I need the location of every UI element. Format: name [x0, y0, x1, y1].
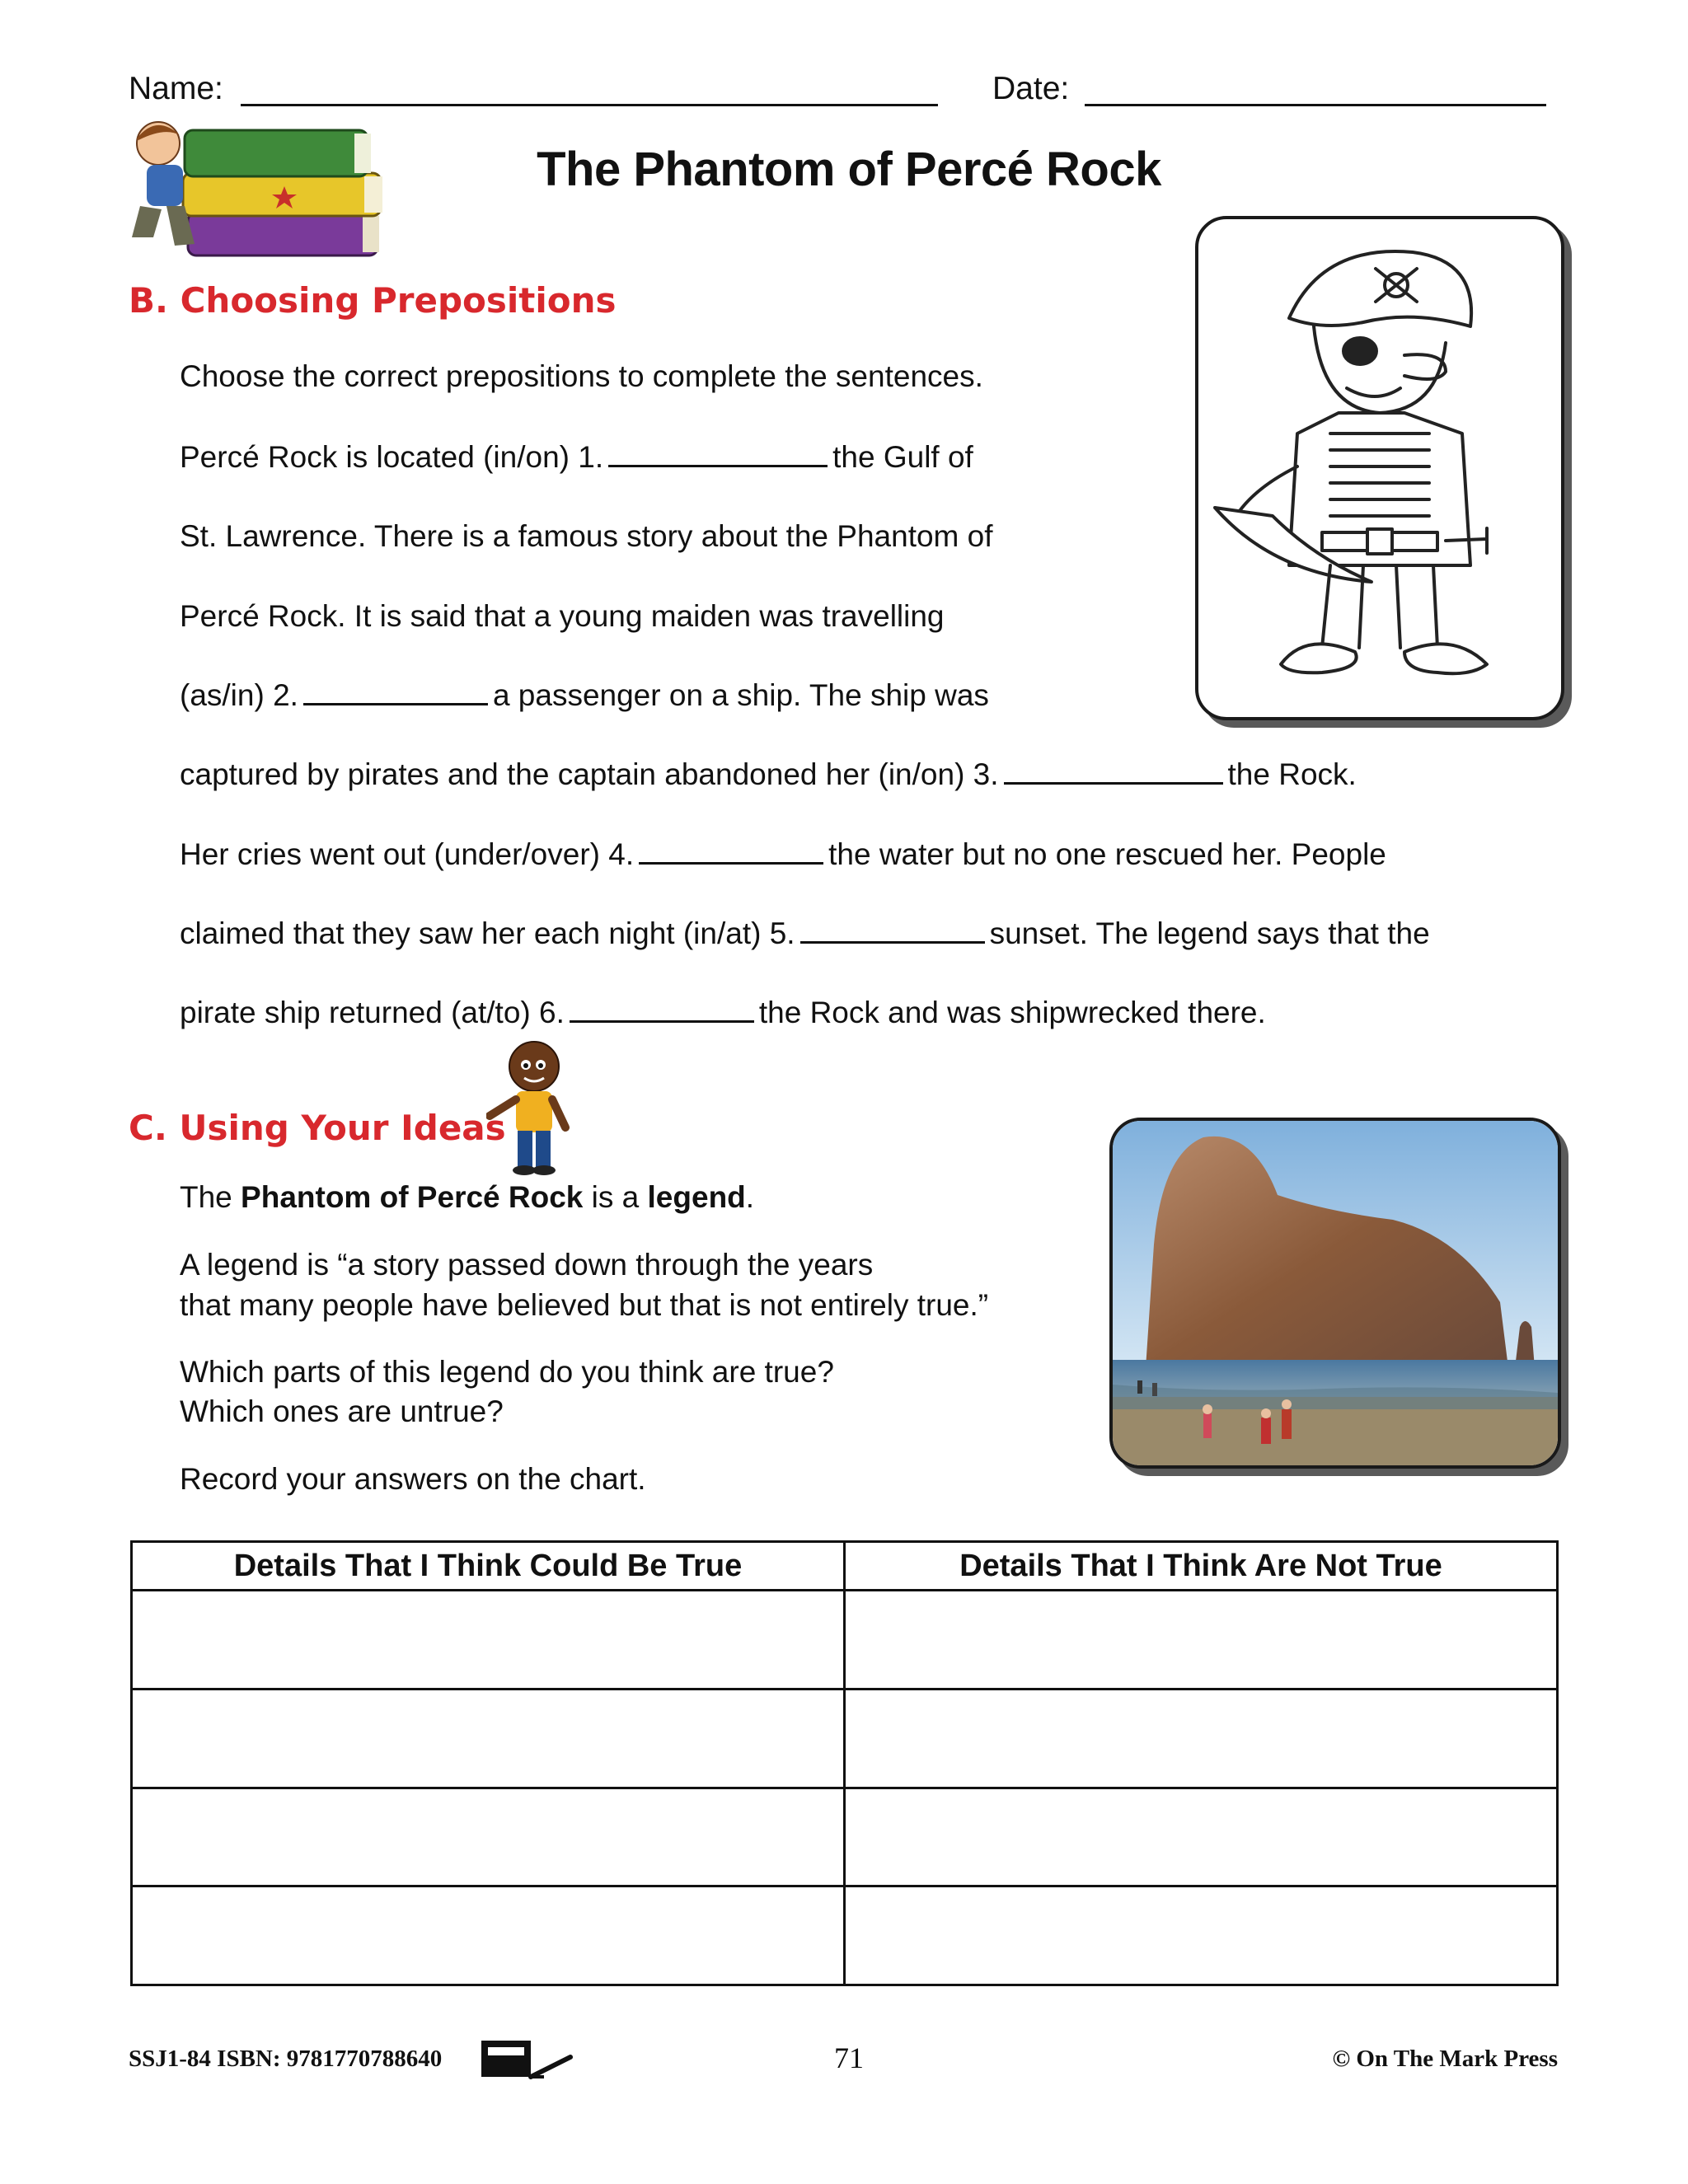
passage-line-5: captured by pirates and the captain abandoned her (in/on) 3. the Rock. [180, 757, 1357, 791]
date-field[interactable] [1085, 104, 1546, 106]
not-true-cell[interactable] [845, 1591, 1558, 1690]
answer-blank-6[interactable] [570, 996, 754, 1023]
passage-line-4: (as/in) 2. a passenger on a ship. The ship was [180, 678, 989, 712]
not-true-cell[interactable] [845, 1886, 1558, 1985]
rock-photo-frame [1109, 1118, 1561, 1469]
passage-line-6: Her cries went out (under/over) 4. the water but no one rescued her. People [180, 837, 1386, 871]
true-cell[interactable] [132, 1788, 845, 1886]
legend-definition-line-1: A legend is “a story passed down through the years [180, 1248, 874, 1282]
perce-rock-photo [1113, 1121, 1558, 1465]
record-instruction: Record your answers on the chart. [180, 1462, 646, 1496]
date-label: Date: [992, 71, 1070, 106]
details-chart [130, 1540, 1559, 1986]
passage-line-3: Percé Rock. It is said that a young maiden was travelling [180, 599, 945, 633]
passage-line-8: pirate ship returned (at/to) 6. the Rock and was shipwrecked there. [180, 996, 1266, 1029]
column-header-true: Details That I Think Could Be True [132, 1542, 845, 1591]
question-line-2: Which ones are untrue? [180, 1394, 504, 1428]
passage-line-2: St. Lawrence. There is a famous story about the Phantom of [180, 519, 993, 553]
section-c-heading: C. Using Your Ideas [129, 1108, 506, 1148]
section-b-heading: B. Choosing Prepositions [129, 280, 617, 321]
answer-blank-1[interactable] [608, 440, 828, 467]
pirate-picture-frame [1195, 216, 1564, 720]
boy-clipart [486, 1037, 577, 1177]
name-field[interactable] [241, 104, 938, 106]
question-line-1: Which parts of this legend do you think are true? [180, 1355, 834, 1389]
answer-blank-2[interactable] [303, 678, 488, 705]
legend-statement: The Phantom of Percé Rock is a legend. [180, 1180, 755, 1214]
passage-line-1: Percé Rock is located (in/on) 1. the Gulf of [180, 440, 973, 474]
pirate-illustration [1198, 219, 1561, 717]
not-true-cell[interactable] [845, 1689, 1558, 1788]
not-true-cell[interactable] [845, 1788, 1558, 1886]
publisher-logo-icon [478, 2032, 577, 2082]
legend-definition-line-2: that many people have believed but that is not entirely true.” [180, 1288, 989, 1322]
page-title: The Phantom of Percé Rock [537, 143, 1161, 196]
true-cell[interactable] [132, 1886, 845, 1985]
page-number: 71 [834, 2041, 864, 2074]
answer-blank-3[interactable] [1004, 757, 1223, 785]
true-cell[interactable] [132, 1689, 845, 1788]
footer-copyright: © On The Mark Press [1332, 2046, 1558, 2072]
answer-blank-4[interactable] [639, 837, 823, 865]
section-b-instruction: Choose the correct prepositions to complete the sentences. [180, 359, 983, 393]
true-cell[interactable] [132, 1591, 845, 1690]
passage-line-7: claimed that they saw her each night (in/at) 5. sunset. The legend says that the [180, 916, 1430, 950]
books-clipart [124, 114, 396, 262]
footer-isbn: SSJ1-84 ISBN: 9781770788640 [129, 2046, 443, 2072]
column-header-not-true: Details That I Think Are Not True [845, 1542, 1558, 1591]
answer-blank-5[interactable] [800, 916, 985, 944]
name-label: Name: [129, 71, 223, 106]
